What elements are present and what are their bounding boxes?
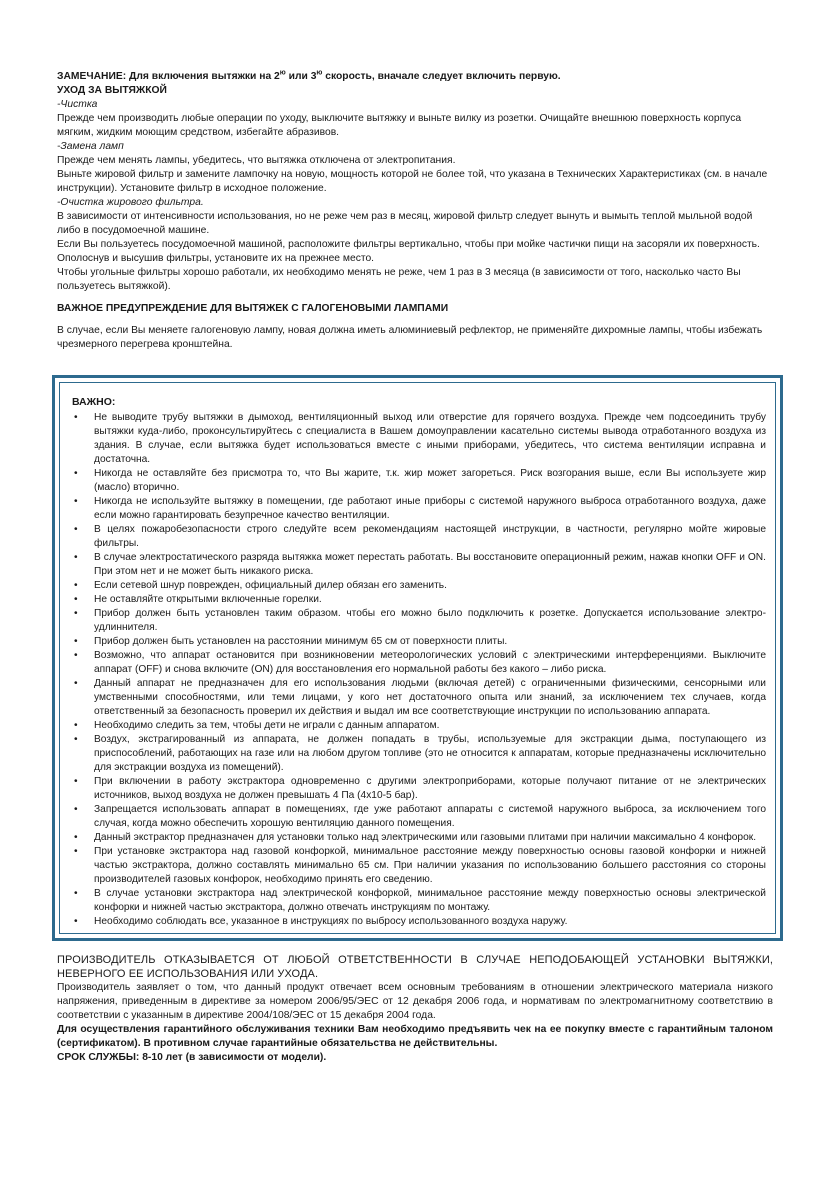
important-box	[72, 395, 766, 929]
important-item: • В случае установки экстрактора над электрической конфоркой, минимальное расстояние между поверхностью основы электрической конфорки и нижней частью экстрактора, должно отвечать инструкциям по монтажу.	[72, 887, 766, 915]
important-title: ВАЖНО:	[72, 396, 116, 408]
disclaimer: ПРОИЗВОДИТЕЛЬ ОТКАЗЫВАЕТСЯ ОТ ЛЮБОЙ ОТВЕТСТВЕННОСТИ В СЛУЧАЕ НЕПОДОБАЮЩЕЙ УСТАНОВКИ ВЫТЯЖКИ, НЕВЕРНОГО ЕЕ ИСПОЛЬЗОВАНИЯ ИЛИ УХОДА.	[57, 954, 773, 980]
important-item: • Возможно, что аппарат остановится при возникновении метеорологических условий с электрическими интерференциями. Выключите аппарат (OFF) и снова включите (ON) для восстановления его нормальной работы без какого – либо риска.	[72, 649, 766, 677]
important-item: • Данный экстрактор предназначен для установки только над электрическими или газовыми плитами при наличии максимально 4 конфорок.	[72, 831, 766, 845]
cleaning-heading: -Чистка	[57, 99, 98, 110]
important-item: • Не оставляйте открытыми включенные горелки.	[72, 593, 766, 607]
important-item: • Воздух, экстрагированный из аппарата, не должен попадать в трубы, используемые для экстракции дыма, поступающего из приспособлений, работающих на газе или на любом другом топливе (это не относится к аппаратам, которые предназначены исключительно для экстракции воздуха из помещений).	[72, 733, 766, 775]
important-item: • Необходимо следить за тем, чтобы дети не играли с данным аппаратом.	[72, 719, 766, 733]
filter-text-2: Если Вы пользуетесь посудомоечной машиной, расположите фильтры вертикально, чтобы при мойке частички пищи на засоряли их поверхность.	[57, 239, 760, 250]
important-item: • Запрещается использовать аппарат в помещениях, где уже работают аппараты с системой наружного выброса, за исключением того случая, когда можно обеспечить хорошую вентиляцию данного помещения.	[72, 803, 766, 831]
important-item: • Никогда не оставляйте без присмотра то, что Вы жарите, т.к. жир может загореться. Риск возгорания выше, если Вы используете жир (масло) вторично.	[72, 467, 766, 495]
filter-text-1: В зависимости от интенсивности использования, но не реже чем раз в месяц, жировой фильтр следует вынуть и вымыть теплой мыльной водой либо в посудомоечной машине.	[57, 211, 753, 236]
important-list	[72, 411, 766, 929]
important-item: • Если сетевой шнур поврежден, официальный дилер обязан его заменить.	[72, 579, 766, 593]
lamps-heading: -Замена ламп	[57, 141, 124, 152]
declaration: Производитель заявляет о том, что данный продукт отвечает всем основным требованиям в отношении электрического материала низкого напряжения, приведенным в директиве за номером 2006/95/ЭЕС от 12 декабря 2006 года, и нормативам по электромагнитному соответствию в соответствии с указанным в директиве 2004/108/ЭЕС от 15 декабря 2004 года.	[57, 982, 773, 1021]
filter-text-4: Чтобы угольные фильтры хорошо работали, их необходимо менять не реже, чем 1 раз в 3 месяца (в зависимости от того, насколько часто Вы пользуетесь вытяжкой).	[57, 267, 741, 292]
filter-text-3: Ополоснув и высушив фильтры, установите их на прежнее место.	[57, 253, 375, 264]
important-item: • Прибор должен быть установлен на расстоянии минимум 65 см от поверхности плиты.	[72, 635, 766, 649]
halogen-title: ВАЖНОЕ ПРЕДУПРЕЖДЕНИЕ ДЛЯ ВЫТЯЖЕК С ГАЛОГЕНОВЫМИ ЛАМПАМИ	[57, 303, 449, 314]
care-title: УХОД ЗА ВЫТЯЖКОЙ	[57, 85, 167, 96]
lamps-text-2: Выньте жировой фильтр и замените лампочку на новую, мощность которой не более той, что указана в Технических Характеристиках (см. в начале инструкции). Установите фильтр в исходное положение.	[57, 169, 768, 194]
instructions-top	[57, 70, 773, 352]
important-item: • При установке экстрактора над газовой конфоркой, минимальное расстояние между поверхностью основы газовой конфорки и нижней частью экстрактора, должно составлять минимально 65 см. При наличии указания по использованию большего расстояния со стороны производителей газовых конфорок, необходимо принять его сведению.	[72, 845, 766, 887]
important-item: • Никогда не используйте вытяжку в помещении, где работают иные приборы с системой наружного выброса отработанного воздуха, даже если можно гарантировать безупречное качество вентиляции.	[72, 495, 766, 523]
important-item: • Прибор должен быть установлен таким образом. чтобы его можно было подключить к розетке. Допускается использование электро-удлиннителя.	[72, 607, 766, 635]
cleaning-text: Прежде чем производить любые операции по уходу, выключите вытяжку и выньте вилку из розетки. Очищайте внешнюю поверхность корпуса мягким, жидким моющим средством, избегайте абразивов.	[57, 113, 742, 138]
halogen-text: В случае, если Вы меняете галогеновую лампу, новая должна иметь алюминиевый рефлектор, не применяйте дихромные лампы, чтобы избежать чрезмерного перегрева кронштейна.	[57, 325, 763, 350]
filter-heading: -Очистка жирового фильтра.	[57, 197, 204, 208]
important-item: • При включении в работу экстрактора одновременно с другими электроприборами, которые получают питание от не электрических источников, выход воздуха не должен превышать 4 Па (4x10-5 бар).	[72, 775, 766, 803]
important-item: • Данный аппарат не предназначен для его использования людьми (включая детей) с ограниченными физическими, сенсорными или умственными способностями, или теми лицами, у кого нет достаточного опыта или знаний, за исключением тех случаев, когда ответственный за безопасность проверил их действия и выдал им все соответствующие инструкции по использованию аппарата.	[72, 677, 766, 719]
instructions-bottom	[57, 953, 773, 1065]
lamps-text-1: Прежде чем менять лампы, убедитесь, что вытяжка отключена от электропитания.	[57, 155, 456, 166]
important-item: • Не выводите трубу вытяжки в дымоход, вентиляционный выход или отверстие для горячего воздуха. Прежде чем подсоединить трубу вытяжки куда-либо, проконсультируйтесь с специалиста в Вашем домоуправлении касательно системы вывода отработанного воздуха из здания. В случае, если вытяжка будет использоваться вместе с иными приборами, убедитесь, что система вентиляции исправна и достаточна.	[72, 411, 766, 467]
warranty-note: Для осуществления гарантийного обслуживания техники Вам необходимо предъявить чек на ее покупку вместе с гарантийным талоном (сертификатом). В противном случае гарантийные обязательства не действительны.	[57, 1024, 773, 1049]
service-life: СРОК СЛУЖБЫ: 8-10 лет (в зависимости от модели).	[57, 1052, 327, 1063]
important-item: • Необходимо соблюдать все, указанное в инструкциях по выбросу использованного воздуха наружу.	[72, 915, 766, 929]
speed-note: ЗАМЕЧАНИЕ: Для включения вытяжки на $2^ю$ или $3^ю$ скорость, вначале следует включить первую.	[57, 69, 561, 82]
important-item: • В случае электростатического разряда вытяжка может перестать работать. Вы восстановите операционный режим, нажав кнопки OFF и ON. При этом нет и не может быть никакого риска.	[72, 551, 766, 579]
important-item: • В целях пожаробезопасности строго следуйте всем рекомендациям настоящей инструкции, в частности, регулярно мойте жировые фильтры.	[72, 523, 766, 551]
